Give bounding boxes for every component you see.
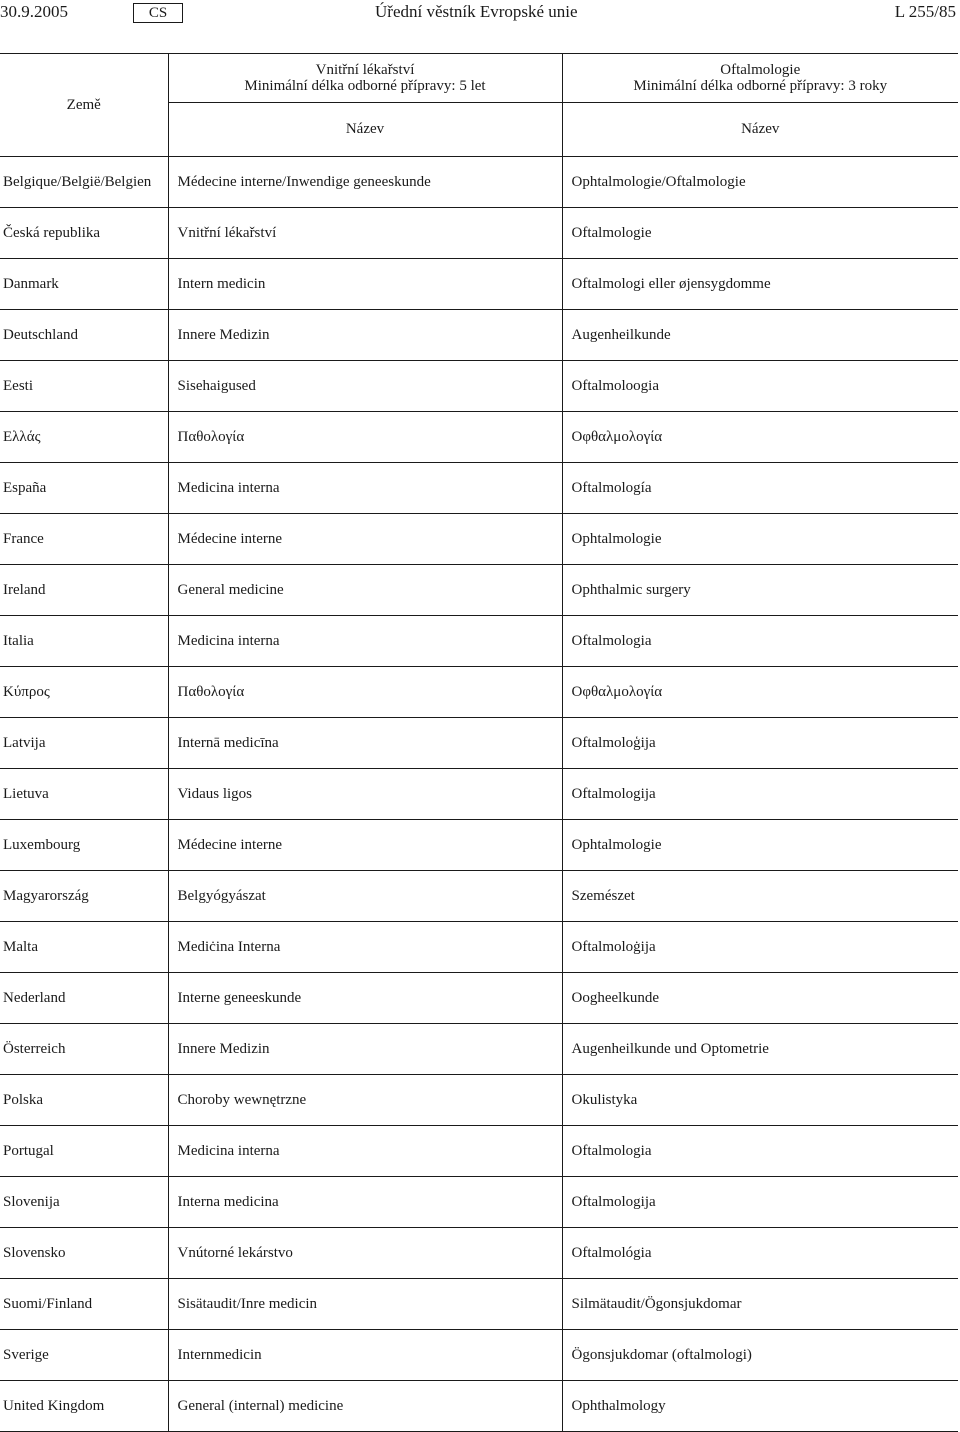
country-column-header: Země [0,54,168,157]
table-row [0,769,958,820]
table-row [0,973,958,1024]
internal-medicine-cell: Mediċina Interna [168,922,562,973]
internal-medicine-duration: Minimální délka odborné přípravy: 5 let [244,78,486,95]
ophthalmology-cell: Oftalmologi eller øjensygdomme [562,259,958,310]
ophthalmology-cell: Ophtalmologie [562,820,958,871]
internal-medicine-cell: Medicina interna [168,1126,562,1177]
internal-medicine-cell: Sisätaudit/Inre medicin [168,1279,562,1330]
table-row [0,667,958,718]
ophthalmology-cell: Oftalmologia [562,1126,958,1177]
table-body [0,157,958,1432]
ophthalmology-cell: Oftalmoloģija [562,718,958,769]
country-cell: Česká republika [0,208,168,259]
internal-medicine-cell: Innere Medizin [168,1024,562,1075]
country-cell: Ireland [0,565,168,616]
ophthalmology-cell: Oogheelkunde [562,973,958,1024]
ophthalmology-cell: Augenheilkunde [562,310,958,361]
ophthalmology-cell: Oftalmologie [562,208,958,259]
internal-medicine-cell: Παθολογία [168,667,562,718]
ophthalmology-cell: Οφθαλμολογία [562,412,958,463]
country-cell: Österreich [0,1024,168,1075]
country-cell: France [0,514,168,565]
page-header [0,0,960,34]
table-row [0,1126,958,1177]
internal-medicine-cell: Vidaus ligos [168,769,562,820]
table-row [0,463,958,514]
publication-date: 30.9.2005 [0,2,68,21]
table-row [0,361,958,412]
table-row [0,1381,958,1432]
internal-medicine-cell: Choroby wewnętrzne [168,1075,562,1126]
country-cell: España [0,463,168,514]
country-cell: Ελλάς [0,412,168,463]
internal-medicine-cell: Vnútorné lekárstvo [168,1228,562,1279]
country-cell: Lietuva [0,769,168,820]
table-row [0,871,958,922]
country-cell: Belgique/België/Belgien [0,157,168,208]
table-row [0,1075,958,1126]
ophthalmology-cell: Ophtalmologie [562,514,958,565]
internal-medicine-cell: General (internal) medicine [168,1381,562,1432]
table-row [0,616,958,667]
internal-medicine-cell: Vnitřní lékařství [168,208,562,259]
country-cell: Italia [0,616,168,667]
internal-medicine-cell: Médecine interne/Inwendige geneeskunde [168,157,562,208]
table-row [0,259,958,310]
internal-medicine-cell: Médecine interne [168,820,562,871]
internal-medicine-cell: Internmedicin [168,1330,562,1381]
language-badge: CS [133,3,183,23]
table-row [0,1279,958,1330]
table-row [0,1024,958,1075]
internal-medicine-cell: Belgyógyászat [168,871,562,922]
country-cell: Latvija [0,718,168,769]
internal-name-header: Název [168,103,562,157]
table-row [0,1228,958,1279]
table-row [0,1177,958,1228]
table-row [0,1330,958,1381]
ophthalmology-cell: Οφθαλμολογία [562,667,958,718]
country-cell: Sverige [0,1330,168,1381]
country-cell: United Kingdom [0,1381,168,1432]
specialties-table [0,53,958,1432]
table-row [0,310,958,361]
ophthalmology-cell: Oftalmología [562,463,958,514]
ophthalmology-duration: Minimální délka odborné přípravy: 3 roky [633,78,888,95]
country-cell: Slovenija [0,1177,168,1228]
internal-medicine-title: Vnitřní lékařství [315,62,415,79]
ophthalmology-header [562,54,958,103]
internal-medicine-cell: Παθολογία [168,412,562,463]
table-row [0,922,958,973]
journal-title: Úřední věstník Evropské unie [375,2,578,21]
table-row [0,157,958,208]
ophthalmology-cell: Ögonsjukdomar (oftalmologi) [562,1330,958,1381]
internal-medicine-cell: Intern medicin [168,259,562,310]
internal-medicine-cell: Medicina interna [168,616,562,667]
internal-medicine-cell: General medicine [168,565,562,616]
ophthalmology-cell: Augenheilkunde und Optometrie [562,1024,958,1075]
table-row [0,412,958,463]
ophthalmology-cell: Szemészet [562,871,958,922]
ophthalmology-cell: Silmätaudit/Ögonsjukdomar [562,1279,958,1330]
ophthalmology-cell: Oftalmoloġija [562,922,958,973]
table-row [0,718,958,769]
table-row [0,208,958,259]
country-cell: Suomi/Finland [0,1279,168,1330]
ophthalmology-name-header: Název [562,103,958,157]
internal-medicine-cell: Sisehaigused [168,361,562,412]
country-cell: Κύπρος [0,667,168,718]
country-cell: Deutschland [0,310,168,361]
country-cell: Malta [0,922,168,973]
table-row [0,820,958,871]
internal-medicine-cell: Medicina interna [168,463,562,514]
country-cell: Eesti [0,361,168,412]
page-reference: L 255/85 [894,2,956,21]
internal-medicine-cell: Internā medicīna [168,718,562,769]
internal-medicine-cell: Interna medicina [168,1177,562,1228]
ophthalmology-title: Oftalmologie [720,62,801,79]
ophthalmology-cell: Ophtalmologie/Oftalmologie [562,157,958,208]
ophthalmology-cell: Oftalmológia [562,1228,958,1279]
internal-medicine-cell: Innere Medizin [168,310,562,361]
ophthalmology-cell: Okulistyka [562,1075,958,1126]
country-cell: Danmark [0,259,168,310]
internal-medicine-cell: Interne geneeskunde [168,973,562,1024]
ophthalmology-cell: Oftalmologija [562,769,958,820]
country-cell: Portugal [0,1126,168,1177]
internal-medicine-header [168,54,562,103]
country-cell: Polska [0,1075,168,1126]
internal-medicine-cell: Médecine interne [168,514,562,565]
ophthalmology-cell: Oftalmoloogia [562,361,958,412]
ophthalmology-cell: Oftalmologija [562,1177,958,1228]
ophthalmology-cell: Ophthalmic surgery [562,565,958,616]
ophthalmology-cell: Oftalmologia [562,616,958,667]
ophthalmology-cell: Ophthalmology [562,1381,958,1432]
table-row [0,565,958,616]
country-cell: Slovensko [0,1228,168,1279]
country-cell: Luxembourg [0,820,168,871]
country-cell: Magyarország [0,871,168,922]
country-cell: Nederland [0,973,168,1024]
table-row [0,514,958,565]
